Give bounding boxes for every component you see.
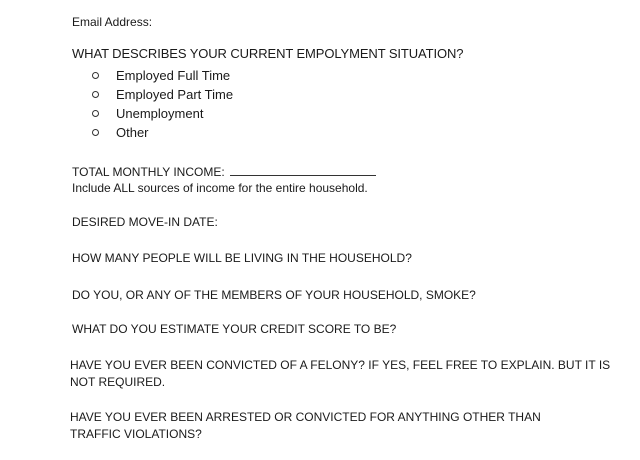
employment-option-part-time[interactable] bbox=[92, 86, 233, 103]
employment-option-full-time[interactable] bbox=[92, 67, 230, 84]
felony-label: HAVE YOU EVER BEEN CONVICTED OF A FELONY? IF YES, FEEL FREE TO EXPLAIN. BUT IT IS NOT REQUIRED. bbox=[70, 358, 611, 389]
employment-option-unemployment[interactable] bbox=[92, 105, 203, 122]
arrest-label: HAVE YOU EVER BEEN ARRESTED OR CONVICTED FOR ANYTHING OTHER THAN TRAFFIC VIOLATIONS? bbox=[70, 410, 541, 441]
smoke-label: DO YOU, OR ANY OF THE MEMBERS OF YOUR HOUSEHOLD, SMOKE? bbox=[72, 288, 476, 302]
people-label: HOW MANY PEOPLE WILL BE LIVING IN THE HOUSEHOLD? bbox=[72, 251, 412, 265]
employment-question: WHAT DESCRIBES YOUR CURRENT EMPOLYMENT SITUATION? bbox=[72, 46, 464, 61]
income-label: TOTAL MONTHLY INCOME: bbox=[72, 165, 225, 179]
radio-circle-icon[interactable] bbox=[92, 72, 99, 79]
radio-circle-icon[interactable] bbox=[92, 129, 99, 136]
option-label: Employed Full Time bbox=[116, 68, 231, 83]
employment-option-other[interactable] bbox=[92, 124, 149, 141]
option-label: Other bbox=[116, 125, 149, 140]
credit-label: WHAT DO YOU ESTIMATE YOUR CREDIT SCORE TO BE? bbox=[72, 322, 397, 336]
option-label: Employed Part Time bbox=[116, 87, 234, 102]
radio-circle-icon[interactable] bbox=[92, 91, 99, 98]
option-label: Unemployment bbox=[116, 106, 204, 121]
income-row bbox=[72, 164, 376, 180]
email-label: Email Address: bbox=[72, 15, 153, 29]
radio-circle-icon[interactable] bbox=[92, 110, 99, 117]
move-in-label: DESIRED MOVE-IN DATE: bbox=[72, 215, 218, 229]
income-field[interactable] bbox=[230, 165, 376, 176]
income-note: Include ALL sources of income for the entire household. bbox=[72, 181, 368, 195]
